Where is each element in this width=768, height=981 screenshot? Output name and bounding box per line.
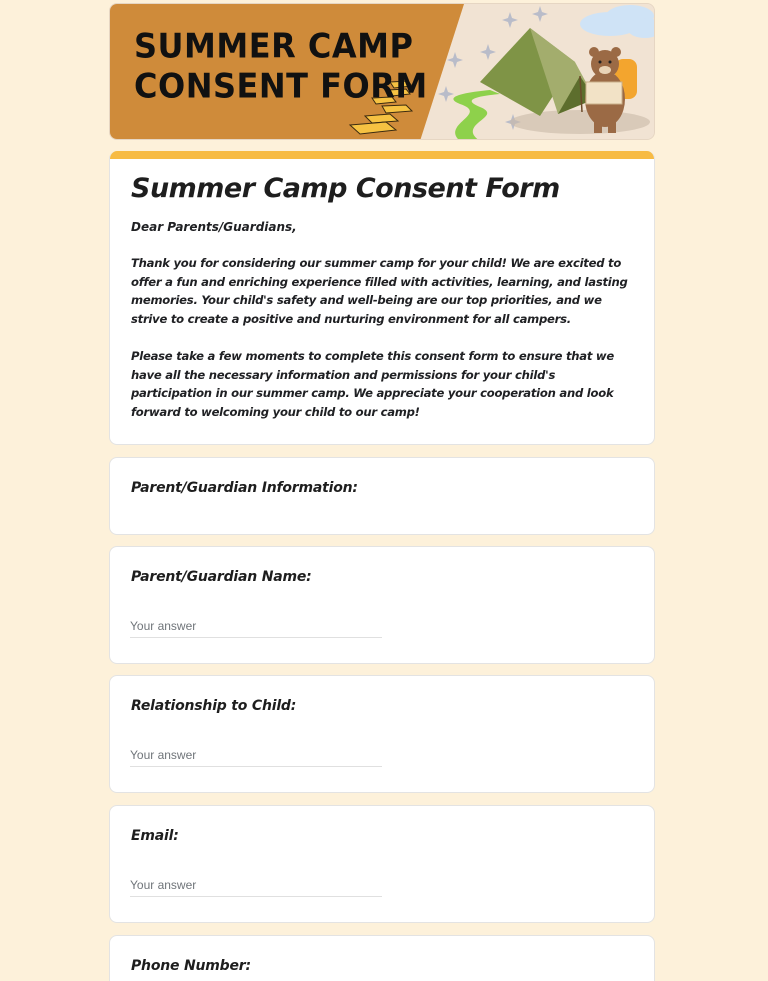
question-phone xyxy=(109,935,655,981)
parent-name-input[interactable] xyxy=(130,614,382,638)
section-title: Parent/Guardian Information: xyxy=(131,480,358,496)
intro-paragraph-1: Thank you for considering our summer camp for your child! We are excited to offer a fun and enriching experience filled with activities, learning, and lasting memories. Your child's safety and well-being are our top priorities, and we strive to create a positive and nurturing environment for all campers. xyxy=(131,256,628,327)
header-banner xyxy=(109,3,655,140)
question-email xyxy=(109,805,655,923)
question-label: Email: xyxy=(131,828,179,844)
section-parent-info xyxy=(109,457,655,535)
question-parent-name xyxy=(109,546,655,664)
email-input[interactable] xyxy=(130,873,382,897)
relationship-input[interactable] xyxy=(130,743,382,767)
form-title: Summer Camp Consent Form xyxy=(131,173,560,204)
intro-paragraph-2: Please take a few moments to complete this consent form to ensure that we have all the necessary information and permissions for your child's participation in our summer camp. We appreciate your cooperation and look forward to welcoming your child to our camp! xyxy=(131,348,614,419)
form-intro-card xyxy=(109,151,655,445)
banner-title-line1: SUMMER CAMP xyxy=(134,26,414,66)
banner-title-line2: CONSENT FORM xyxy=(134,66,428,106)
question-label: Parent/Guardian Name: xyxy=(131,569,312,585)
question-label: Relationship to Child: xyxy=(131,698,297,714)
question-label: Phone Number: xyxy=(131,958,251,974)
question-relationship xyxy=(109,675,655,793)
accent-bar xyxy=(110,151,654,159)
greeting: Dear Parents/Guardians, xyxy=(131,220,297,234)
banner-title xyxy=(134,26,428,106)
